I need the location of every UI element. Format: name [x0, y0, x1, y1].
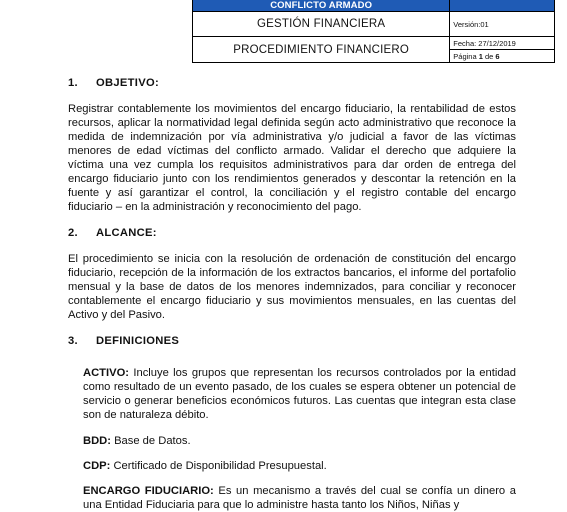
definition-term: ENCARGO FIDUCIARIO: [83, 485, 214, 497]
section-heading-alcance [68, 226, 516, 240]
definition-term: ACTIVO: [83, 367, 129, 379]
document-body [68, 76, 516, 512]
definition-text: Incluye los grupos que representan los recursos controlados por la entidad como resultado de un evento pasado, de los cuales se espera obtener un potencial de servicio o generar beneficios económicos futuros. Las cuentas que integran esta clase son de naturaleza débito. [83, 367, 516, 421]
definition-term: CDP: [83, 460, 111, 472]
header-version: Versión:01 [450, 12, 555, 37]
definition-item [83, 484, 516, 512]
header-procedure-title: PROCEDIMIENTO FINANCIERO [193, 37, 450, 63]
definition-text: Es un mecanismo a través del cual se confía un dinero a una Entidad Fiduciaria para que lo administre hasta tanto los Niños, Niñas y [83, 485, 516, 511]
definition-term: BDD: [83, 435, 111, 447]
definition-item [83, 434, 516, 448]
page-prefix: Página [453, 51, 479, 61]
definition-item [83, 459, 516, 473]
header-banner-row [193, 0, 555, 12]
header-date: Fecha: 27/12/2019 [450, 37, 555, 50]
page-total: 6 [495, 51, 500, 61]
definition-item [83, 366, 516, 422]
page-current: 1 [478, 51, 483, 61]
section-title: ALCANCE: [96, 227, 157, 239]
header-procedure-row [193, 37, 555, 50]
section-number: 3. [68, 335, 78, 347]
header-area-row [193, 12, 555, 37]
page-mid: de [482, 51, 496, 61]
alcance-paragraph: El procedimiento se inicia con la resolución de ordenación de constitución del encargo fiduciario, recepción de la información de los extractos bancarios, el informe del portafolio mensual y la base de datos de los menores indemnizados, para conciliar y reconocer contablemente el encargo fiduciario y sus movimientos mensuales, en las cuentas del Activo y del Pasivo. [68, 253, 516, 321]
header-banner-fill [450, 0, 555, 12]
header-banner: CONFLICTO ARMADO [193, 0, 450, 12]
definitions-list [83, 366, 516, 512]
header-area-title: GESTIÓN FINANCIERA [193, 12, 450, 37]
header-page-number [450, 50, 555, 63]
section-number: 2. [68, 227, 78, 239]
section-title: DEFINICIONES [96, 335, 180, 347]
section-number: 1. [68, 77, 78, 89]
definition-text: Base de Datos. [110, 435, 191, 447]
document-header-table [192, 0, 555, 63]
section-title: OBJETIVO: [96, 77, 159, 89]
definition-text: Certificado de Disponibilidad Presupuestal. [110, 460, 327, 472]
objetivo-paragraph: Registrar contablemente los movimientos del encargo fiduciario, la rentabilidad de estos recursos, aplicar la normatividad legal definida según acto administrativo que reconoce la medida de indemnización por vía administrativa y/o judicial a favor de las víctimas menores de edad víctimas del conflicto armado. Validar el derecho que adquiere la víctima una vez cumpla los requisitos administrativos para dar orden de entrega del encargo fiduciario junto con los rendimientos generados y descontar la retención en la fuente y así garantizar el control, la conciliación y el registro contable del encargo fiduciario – en la administración y reconocimiento del pago. [68, 103, 516, 213]
section-heading-objetivo [68, 76, 516, 90]
section-heading-definiciones [68, 334, 516, 348]
